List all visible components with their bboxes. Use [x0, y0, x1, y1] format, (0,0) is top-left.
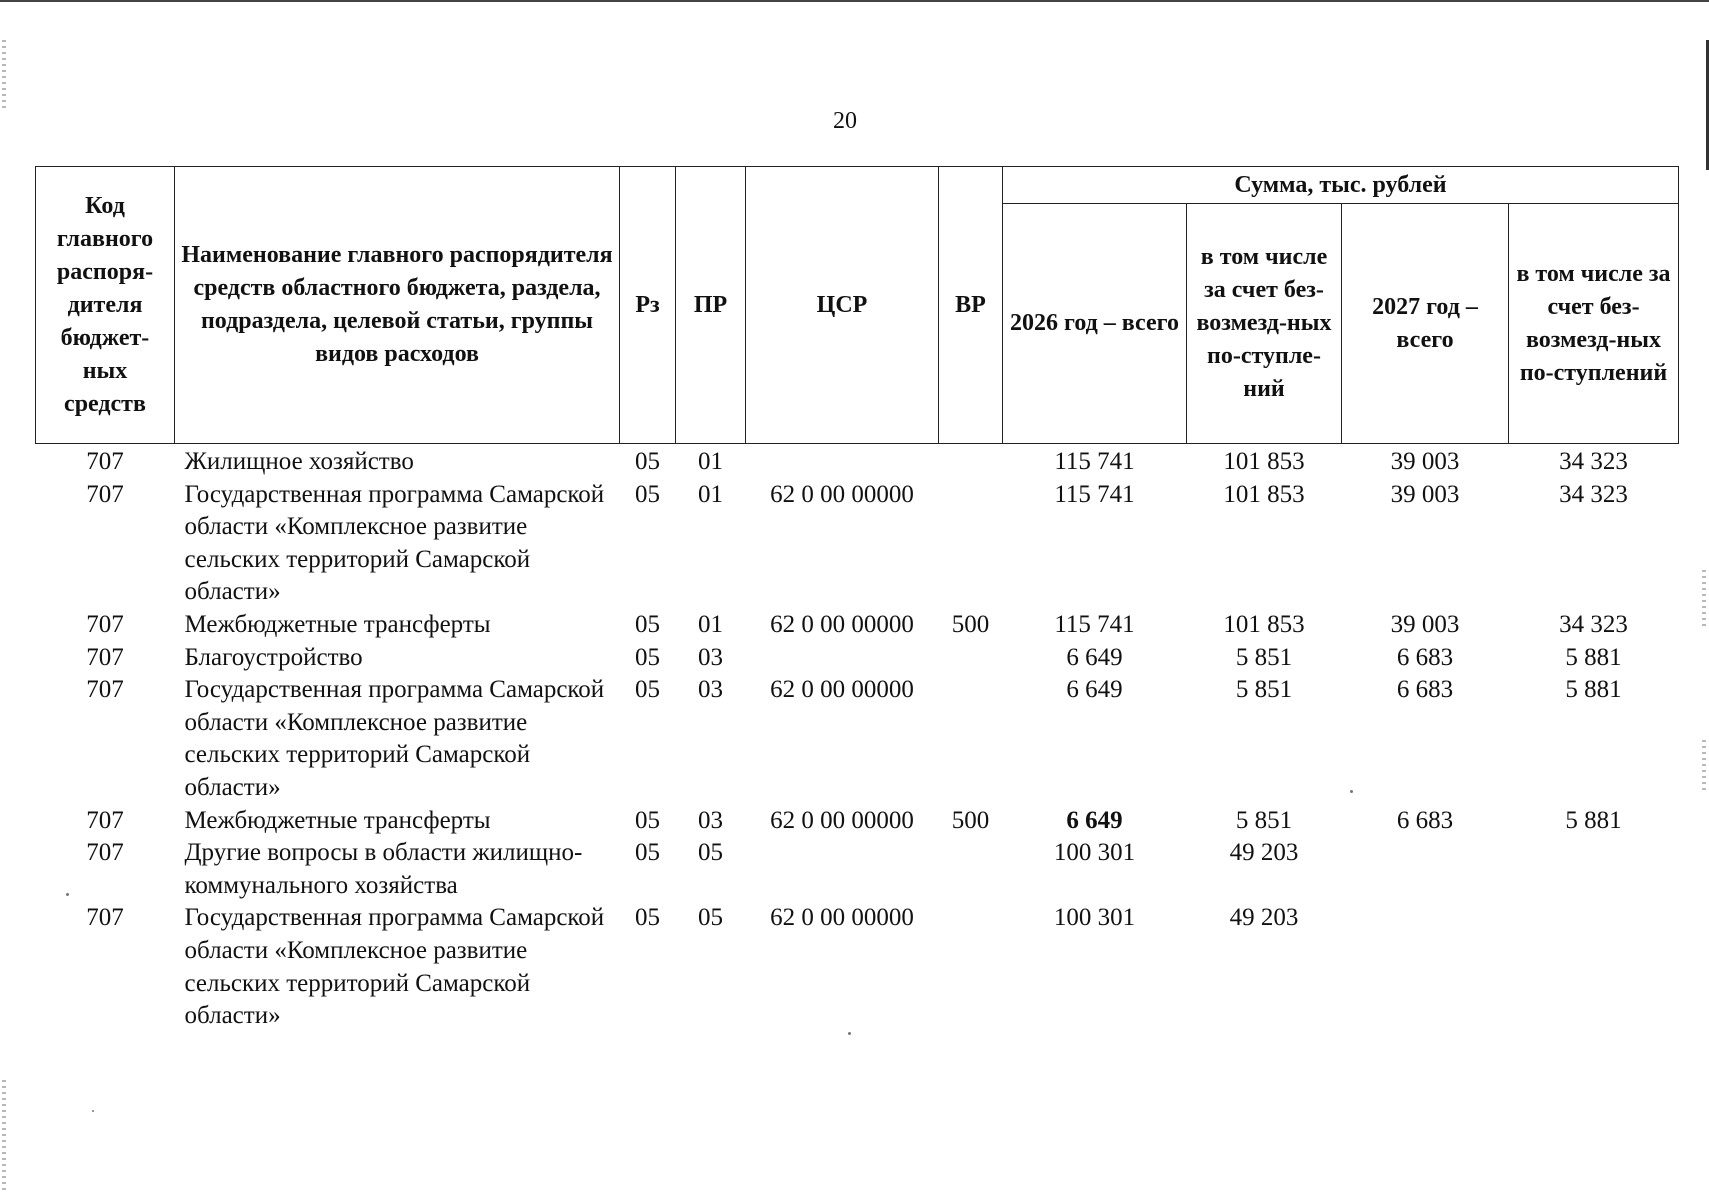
cell-2026-grants: 101 853 — [1223, 480, 1305, 508]
cell-2026-grants: 49 203 — [1229, 839, 1299, 867]
cell-vr: 500 — [951, 610, 990, 638]
cell-vr — [939, 902, 1003, 1032]
header-name: Наименование главного распорядителя средств областного бюджета, раздела, подраздела, целевой статьи, группы видов расходов — [175, 167, 620, 444]
scan-noise — [1702, 740, 1706, 790]
cell-2026-grants: 101 853 — [1223, 610, 1305, 638]
scan-noise — [2, 1080, 6, 1190]
cell-code: 707 — [86, 904, 124, 932]
scan-speck — [1350, 790, 1353, 793]
cell-code: 707 — [86, 676, 124, 704]
cell-name: Государственная программа Самарской области «Комплексное развитие сельских территорий Самарской области» — [184, 676, 605, 801]
cell-2027-grants — [1509, 837, 1679, 902]
cell-rz: 05 — [635, 904, 660, 932]
table-row — [36, 674, 1679, 804]
cell-2027-grants: 5 881 — [1565, 806, 1622, 834]
table-row — [36, 902, 1679, 1032]
cell-pr: 05 — [698, 904, 723, 932]
table-row — [36, 805, 1679, 838]
cell-vr: 500 — [951, 806, 990, 834]
cell-csr: 62 0 00 00000 — [770, 480, 914, 508]
cell-name: Благоустройство — [184, 643, 363, 671]
cell-vr — [939, 674, 1003, 804]
cell-2026-total: 115 741 — [1054, 448, 1135, 475]
cell-pr: 01 — [698, 480, 723, 508]
cell-code: 707 — [86, 806, 124, 834]
header-pr: ПР — [676, 167, 746, 444]
header-rz: Рз — [620, 167, 676, 444]
page-number: 20 — [833, 108, 857, 134]
cell-2026-total: 115 741 — [1054, 480, 1135, 508]
scan-noise — [2, 40, 6, 110]
cell-name: Государственная программа Самарской области «Комплексное развитие сельских территорий Самарской области» — [184, 904, 605, 1030]
table-row — [36, 479, 1679, 609]
cell-2026-total: 115 741 — [1054, 610, 1135, 638]
cell-name: Межбюджетные трансферты — [184, 610, 491, 638]
header-code: Код главного распоря-дителя бюджет-ных средств — [36, 167, 175, 444]
scan-noise — [1702, 570, 1706, 630]
cell-2027-total: 39 003 — [1390, 610, 1460, 638]
cell-vr — [939, 642, 1003, 675]
cell-2027-total: 39 003 — [1390, 480, 1460, 508]
cell-rz: 05 — [635, 806, 660, 834]
cell-2027-total — [1342, 902, 1509, 1032]
cell-pr: 03 — [698, 676, 723, 704]
table-row — [36, 444, 1679, 479]
cell-2027-total: 6 683 — [1396, 806, 1454, 834]
header-vr: ВР — [939, 167, 1003, 444]
cell-2027-grants: 34 323 — [1559, 448, 1628, 475]
cell-csr: 62 0 00 00000 — [770, 806, 914, 834]
cell-vr — [939, 837, 1003, 902]
cell-2026-total: 6 649 — [1066, 643, 1123, 671]
cell-2026-grants: 49 203 — [1229, 904, 1299, 932]
cell-pr: 05 — [698, 839, 723, 867]
cell-pr: 03 — [698, 806, 723, 834]
cell-2026-total: 100 301 — [1053, 839, 1136, 867]
cell-code: 707 — [86, 610, 124, 638]
cell-csr — [746, 837, 939, 902]
cell-2026-grants: 5 851 — [1235, 643, 1293, 671]
cell-csr: 62 0 00 00000 — [770, 676, 914, 704]
cell-2027-grants — [1509, 902, 1679, 1032]
cell-code: 707 — [86, 643, 124, 671]
header-2026-grants: в том числе за счет без-возмезд-ных по-ступле-ний — [1187, 204, 1342, 444]
cell-csr: 62 0 00 00000 — [770, 904, 914, 932]
cell-pr: 03 — [698, 643, 723, 671]
header-2027-grants: в том числе за счет без-возмезд-ных по-ступлений — [1509, 204, 1679, 444]
header-2026-total: 2026 год – всего — [1003, 204, 1187, 444]
cell-pr: 01 — [698, 448, 723, 475]
cell-name: Государственная программа Самарской области «Комплексное развитие сельских территорий Самарской области» — [184, 480, 605, 606]
cell-2026-grants: 101 853 — [1223, 448, 1305, 475]
cell-code: 707 — [86, 839, 124, 867]
table-row — [36, 642, 1679, 675]
table-row — [36, 837, 1679, 902]
cell-pr: 01 — [698, 610, 723, 638]
top-border-line — [0, 0, 1709, 2]
cell-vr — [939, 444, 1003, 479]
cell-rz: 05 — [635, 448, 660, 475]
header-2027-total: 2027 год – всего — [1342, 204, 1509, 444]
cell-2026-total: 100 301 — [1053, 904, 1136, 932]
cell-rz: 05 — [635, 676, 660, 704]
cell-code: 707 — [86, 448, 124, 475]
cell-csr: 62 0 00 00000 — [770, 610, 914, 638]
cell-vr — [939, 479, 1003, 609]
cell-2027-total: 6 683 — [1396, 676, 1454, 704]
cell-2027-total — [1342, 837, 1509, 902]
cell-code: 707 — [86, 480, 124, 508]
cell-2026-grants: 5 851 — [1235, 806, 1293, 834]
cell-2027-total: 39 003 — [1390, 448, 1460, 475]
scan-speck — [848, 1032, 851, 1035]
cell-2026-grants: 5 851 — [1235, 676, 1293, 704]
cell-name: Жилищное хозяйство — [184, 448, 414, 475]
cell-csr — [746, 642, 939, 675]
cell-rz: 05 — [635, 480, 660, 508]
cell-csr — [746, 444, 939, 479]
scan-speck — [66, 893, 69, 896]
cell-2027-grants: 34 323 — [1559, 480, 1628, 508]
cell-name: Межбюджетные трансферты — [184, 806, 491, 834]
cell-2026-total: 6 649 — [1066, 676, 1123, 704]
header-csr: ЦСР — [746, 167, 939, 444]
scan-speck — [92, 1110, 94, 1112]
cell-2026-total: 6 649 — [1066, 806, 1123, 834]
cell-rz: 05 — [635, 610, 660, 638]
cell-2027-grants: 5 881 — [1565, 643, 1622, 671]
cell-rz: 05 — [635, 839, 660, 867]
table-row — [36, 609, 1679, 642]
budget-table — [35, 166, 1679, 1033]
cell-2027-grants: 5 881 — [1565, 676, 1622, 704]
cell-2027-grants: 34 323 — [1559, 610, 1628, 638]
cell-name: Другие вопросы в области жилищно-коммунального хозяйства — [184, 839, 583, 899]
cell-2027-total: 6 683 — [1396, 643, 1454, 671]
cell-rz: 05 — [635, 643, 660, 671]
header-sum-group: Сумма, тыс. рублей — [1003, 167, 1679, 204]
